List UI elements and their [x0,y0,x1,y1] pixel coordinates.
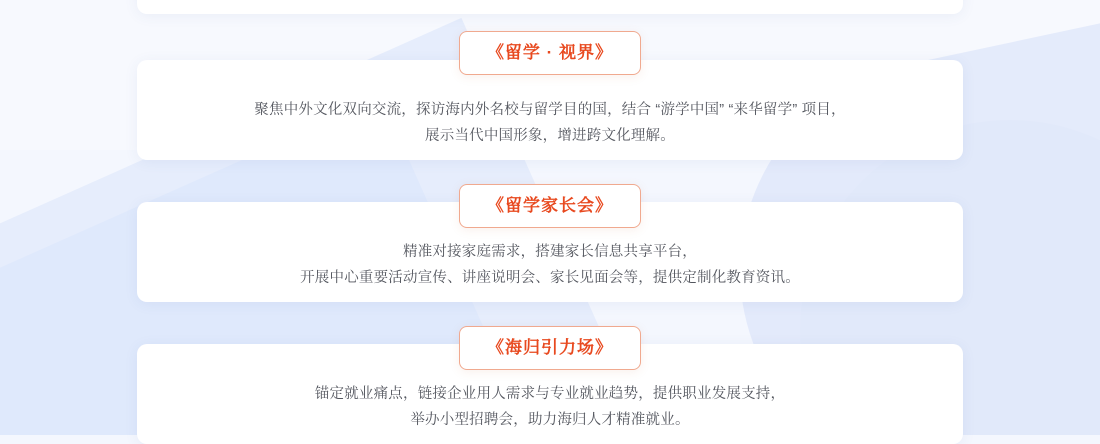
section-description-line: 精准对接家庭需求，搭建家长信息共享平台， [403,244,697,260]
section-description-line: 聚焦中外文化双向交流，探访海内外名校与留学目的国，结合 “游学中国” “来华留学” 项目， [254,102,846,118]
previous-section-card [137,0,963,14]
section-title-2[interactable]: 《留学家长会》 [459,184,641,228]
section-card-1 [137,60,963,160]
section-description-line: 锚定就业痛点，链接企业用人需求与专业就业趋势，提供职业发展支持， [314,386,786,402]
section-description-line: 展示当代中国形象，增进跨文化理解。 [425,128,675,144]
section-description-line: 开展中心重要活动宣传、讲座说明会、家长见面会等，提供定制化教育资讯。 [300,270,800,286]
section-title-3[interactable]: 《海归引力场》 [459,326,641,370]
section-description-line: 举办小型招聘会，助力海归人才精准就业。 [410,412,690,428]
section-title-1[interactable]: 《留学 · 视界》 [459,31,641,75]
